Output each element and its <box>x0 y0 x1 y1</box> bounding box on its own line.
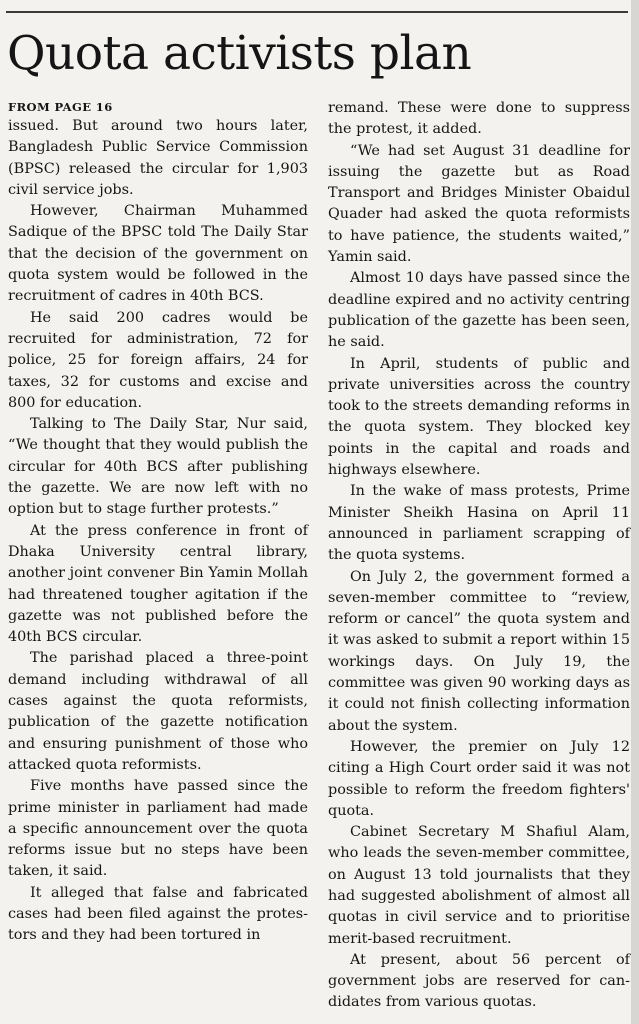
top-rule <box>6 11 628 13</box>
paragraph: The parishad placed a three-point demand including withdrawal of all cases against the quota reformists, publication of the gazette notification and ensuring punishment of those who attacked quota reformists. <box>8 650 308 773</box>
headline: Quota activists plan <box>7 26 472 81</box>
paragraph: Almost 10 days have passed since the deadline expired and no activity centring publication of the gazette has been seen, he said. <box>328 270 630 351</box>
paragraph: Five months have passed since the prime minister in parliament had made a specific announcement over the quota reforms issue but no steps have been taken, it said. <box>8 778 308 880</box>
paragraph: Talking to The Daily Star, Nur said, “We thought that they would publish the circular for 40th BCS after publishing the gazette. We are now left with no option but to stage further protests.” <box>8 416 308 518</box>
page-edge <box>631 0 639 1024</box>
paragraph: Cabinet Secretary M Shafiul Alam, who leads the seven-member committee, on August 13 told journalists that they had suggested abolishment of almost all quotas in civil service and to prioritise merit-based recruitment. <box>328 824 630 947</box>
paragraph: issued. But around two hours later, Bangladesh Public Service Commission (BPSC) released the circular for 1,903 civil service jobs. <box>8 118 308 198</box>
paragraph: He said 200 cadres would be recruited for administration, 72 for police, 25 for foreign affairs, 24 for taxes, 32 for customs and excise and 800 for education. <box>8 309 308 411</box>
paragraph: In April, students of public and private universities across the country took to the streets demanding reforms in the quota system. They blocked key points in the capital and roads and highways elsewhere. <box>328 355 630 479</box>
paragraph: On July 2, the government formed a seven-member committee to “review, reform or cancel” the quota system and it was asked to submit a report within 15 workings days. On July 19, the committee was given 90 working days as it could not finish collecting information about the system. <box>328 568 630 734</box>
right-column <box>328 98 630 1014</box>
paragraph: However, the premier on July 12 citing a High Court order said it was not possible to reform the freedom fighters' quota. <box>328 738 630 819</box>
paragraph: It alleged that false and fabricated cases had been filed against the protestors and they had been tortured in <box>8 884 308 944</box>
left-column <box>8 98 308 947</box>
paragraph: In the wake of mass protests, Prime Minister Sheikh Hasina on April 11 announced in parliament scrapping of the quota systems. <box>328 483 630 564</box>
paragraph: “We had set August 31 deadline for issuing the gazette but as Road Transport and Bridges Minister Obaidul Quader had asked the quota reformists to have patience, the students waited,” Yamin said. <box>328 142 630 266</box>
paragraph: However, Chairman Muhammed Sadique of the BPSC told The Daily Star that the decision of the government on quota system would be followed in the recruitment of cadres in 40th BCS. <box>8 203 308 305</box>
paragraph: At the press conference in front of Dhaka University central library, another joint convener Bin Yamin Mollah had threatened tougher agitation if the gazette was not published before the 40th BCS circular. <box>8 522 308 646</box>
continuation-kicker: FROM PAGE 16 <box>8 100 113 114</box>
paragraph: remand. These were done to suppress the protest, it added. <box>328 100 630 138</box>
paragraph: At present, about 56 percent of government jobs are reserved for candidates from various quotas. <box>328 951 630 1011</box>
